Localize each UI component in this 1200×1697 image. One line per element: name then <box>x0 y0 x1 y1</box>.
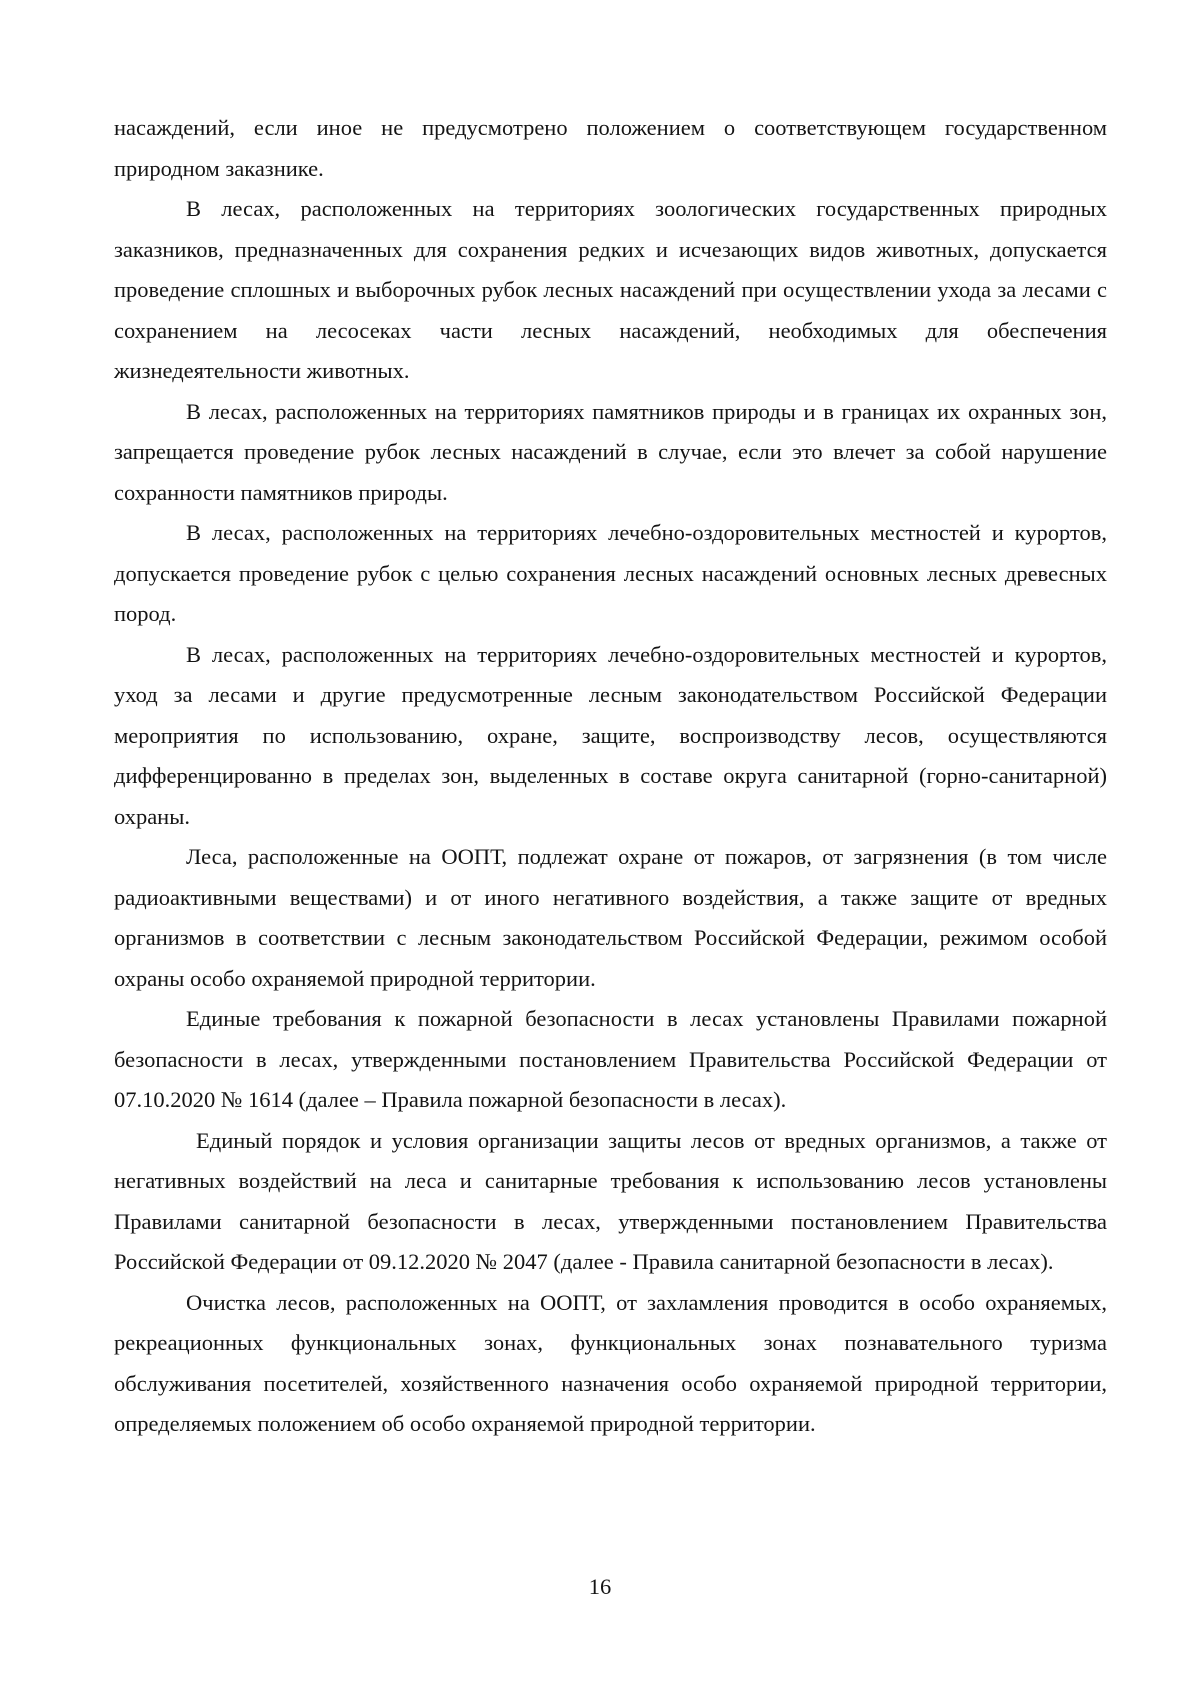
paragraph-zoological-reserves: В лесах, расположенных на территориях зоологических государственных природных заказников, предназначенных для сохранения редких и исчезающих видов животных, допускается проведение сплошных и выборочных рубок лесных насаждений при осуществлении ухода за лесами с сохранением на лесосеках части лесных насаждений, необходимых для обеспечения жизнедеятельности животных. <box>114 196 1107 383</box>
paragraph-sanitary-safety: Единый порядок и условия организации защиты лесов от вредных организмов, а также от негативных воздействий на леса и санитарные требования к использованию лесов установлены Правилами санитарной безопасности в лесах, утвержденными постановлением Правительства Российской Федерации от 09.12.2020 № 2047 (далее - Правила санитарной безопасности в лесах). <box>114 1127 1107 1274</box>
page-number: 16 <box>588 1574 612 1599</box>
paragraph-forest-protection: Леса, расположенные на ООПТ, подлежат охране от пожаров, от загрязнения (в том числе радиоактивными веществами) и от иного негативного воздействия, а также защите от вредных организмов в соответствии с лесным законодательством Российской Федерации, режимом особой охраны особо охраняемой природной территории. <box>114 844 1107 991</box>
paragraph-resorts-forest-care: В лесах, расположенных на территориях лечебно-оздоровительных местностей и курортов, уход за лесами и другие предусмотренные лесным законодательством Российской Федерации мероприятия по использованию, охране, защите, воспроизводству лесов, осуществляются дифференцированно в пределах зон, выделенных в составе округа санитарной (горно-санитарной) охраны. <box>114 641 1107 829</box>
paragraph-natural-monuments: В лесах, расположенных на территориях памятников природы и в границах их охранных зон, запрещается проведение рубок лесных насаждений в случае, если это влечет за собой нарушение сохранности памятников природы. <box>114 398 1107 505</box>
paragraph-continuation: насаждений, если иное не предусмотрено положением о соответствующем государственном природном заказнике. <box>114 115 1107 181</box>
paragraph-forest-clearing: Очистка лесов, расположенных на ООПТ, от захламления проводится в особо охраняемых, рекреационных функциональных зонах, функциональных зонах познавательного туризма обслуживания посетителей, хозяйственного назначения особо охраняемой природной территории, определяемых положением об особо охраняемой природной территории. <box>114 1289 1107 1436</box>
paragraph-fire-safety: Единые требования к пожарной безопасности в лесах установлены Правилами пожарной безопасности в лесах, утвержденными постановлением Правительства Российской Федерации от 07.10.2020 № 1614 (далее – Правила пожарной безопасности в лесах). <box>114 1006 1107 1112</box>
paragraph-resorts-felling: В лесах, расположенных на территориях лечебно-оздоровительных местностей и курортов, допускается проведение рубок с целью сохранения лесных насаждений основных лесных древесных пород. <box>114 520 1107 626</box>
document-body <box>114 108 1107 1445</box>
